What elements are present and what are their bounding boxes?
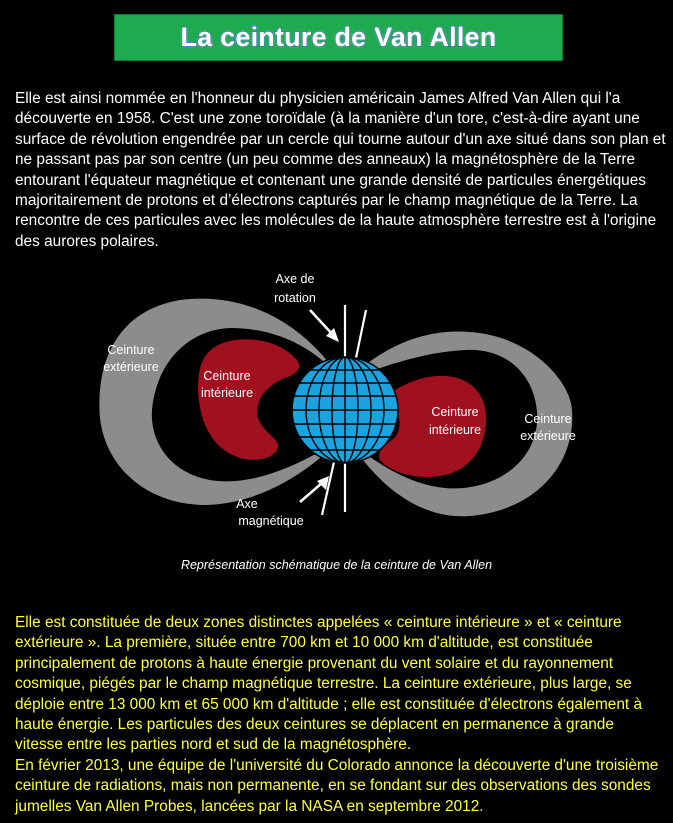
paragraph-belts: Elle est constituée de deux zones distinctes appelées « ceinture intérieure » et « ceinture extérieure ». La première, située entre 700 km et 10 000 km d'altitude, est constituée principalement de protons à haute énergie provenant du vent solaire et du rayonnement cosmique, piégés par le champ magnétique terrestre. La ceinture extérieure, plus large, se déploie entre 13 000 km et 65 000 km d'altitude ; elle est constituée d'électrons également à haute énergie. Les particules des deux ceintures se déplacent en permanence à grande vitesse entre les parties nord et sud de la magnétosphère. (15, 614, 643, 754)
details-section (15, 613, 665, 817)
axis-rotation-label-line1: Axe de (275, 272, 315, 286)
inner-belt-left-label-line2: intérieure (200, 386, 254, 400)
inner-belt-left-label-line1: Ceinture (203, 369, 251, 383)
outer-belt-right-label-line2: extérieure (520, 429, 576, 443)
outer-belt-right-label-line1: Ceinture (524, 412, 572, 426)
title-banner (114, 14, 563, 61)
axis-magnetic-label-line1: Axe (236, 497, 258, 511)
outer-belt-left-label-line2: extérieure (103, 360, 159, 374)
rotation-axis-arrow (310, 310, 339, 342)
outer-belt-left-label-line1: Ceinture (107, 343, 155, 357)
axis-rotation-label-line2: rotation (274, 291, 316, 305)
page-title: La ceinture de Van Allen (180, 22, 497, 52)
van-allen-diagram (0, 262, 673, 552)
diagram-caption: Représentation schématique de la ceinture de Van Allen (180, 558, 493, 572)
intro-paragraph: Elle est ainsi nommée en l'honneur du physicien américain James Alfred Van Allen qui l'a découverte en 1958. C'est une zone toroïdale (à la manière d'un tore, c'est-à-dire ayant une surface de révolution engendrée par un cercle qui tourne autour d'un axe situé dans son plan et ne passant pas par son centre (un peu comme des anneaux) la magnétosphère de la Terre entourant l'équateur magnétique et contenant une grande densité de particules énergétiques majoritairement de protons et d’électrons capturés par le champ magnétique de la Terre. La rencontre de ces particules avec les molécules de la haute atmosphère terrestre est à l'origine des aurores polaires. (15, 90, 666, 250)
paragraph-discovery: En février 2013, une équipe de l'université du Colorado annonce la découverte d'une troisième ceinture de radiations, mais non permanente, en se fondant sur des observations des sondes jumelles Van Allen Probes, lancées par la NASA en septembre 2012. (15, 756, 659, 815)
magnetic-axis-arrow (300, 476, 329, 502)
inner-belt-right-label-line2: intérieure (428, 423, 482, 437)
inner-belt-right-label-line1: Ceinture (431, 405, 479, 419)
axis-magnetic-label-line2: magnétique (238, 514, 304, 528)
